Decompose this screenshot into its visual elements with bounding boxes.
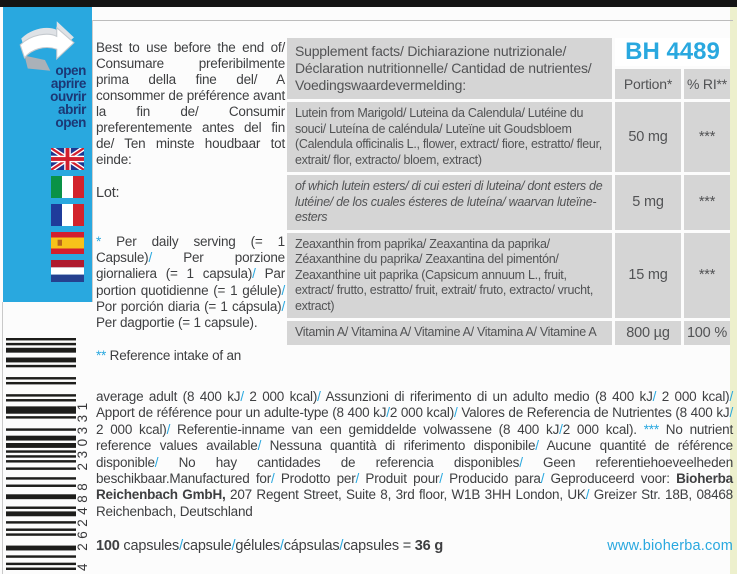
open-words [50, 64, 86, 129]
diecut-line-left [2, 302, 3, 574]
ri-value: 100 % [684, 321, 730, 345]
pack-line [96, 538, 733, 554]
column-header-portion: Portion* [615, 69, 681, 99]
barcode-number: 4 262488 230331 [75, 398, 90, 571]
diecut-line-horizontal [92, 20, 733, 21]
portion-value: 800 µg [615, 321, 681, 345]
open-word: aprire [50, 76, 86, 91]
per-serving-text: * Per daily serving (= 1 Capsule)/ Per porzione giornaliera (= 1 capsula)/ Par portion quotidienne (= 1 gélule)/ Por porción diaria (= 1 cápsula)/ Per dagportie (= 1 capsule). [96, 234, 285, 331]
supplement-row [287, 321, 730, 345]
portion-value: 5 mg [615, 175, 681, 230]
website-text: www.bioherba.com [607, 538, 733, 554]
ri-value: *** [684, 233, 730, 319]
table-title: Supplement facts/ Dichiarazione nutrizionale/ Déclaration nutritionnelle/ Cantidad de nutrientes/ Voedingswaardevermelding: [287, 38, 612, 99]
open-word: abrir [57, 102, 86, 117]
table-header [287, 38, 730, 99]
footnotes-text: average adult (8 400 kJ/ 2 000 kcal)/ Assunzioni di riferimento di un adulto medio (8 400 kJ/ 2 000 kcal)/ Apport de référence pour un adulte-type (8 400 kJ/2 000 kcal)/ Valores de Referencia de Nutrientes (8 400 kJ/ 2 000 kcal)/ Referentie-inname van een gemiddelde volwassene (8 400 kJ/2 000 kcal). *** No nutrient reference values available/ Nessuna quantità di riferimento disponibile/ Aucune quantité de référence disponible/ No hay cantidades de referencia disponibles/ Geen referentiehoeveelheden beschikbaar.Manufactured for/ Prodotto per/ Produit pour/ Producido para/ Geproduceerd voor: Bioherba Reichenbach GmbH, 207 Regent Street, Suite 8, 3rd floor, W1B 3HH London, UK/ Greizer Str. 18B, 08468 Reichenbach, Deutschland [96, 389, 734, 519]
supplement-row [287, 233, 730, 319]
nutrient-name: Lutein from Marigold/ Luteina da Calendula/ Lutéine du souci/ Luteína de caléndula/ Luteïne uit Goudsbloem (Calendula officinalis L., flower, extract/ fiore, estratto/ fleur, extrait/ flor, extracto/ bloem, extract) [287, 102, 612, 172]
nutrient-name: Zeaxanthin from paprika/ Zeaxantina da paprika/ Zéaxanthine du paprika/ Zeaxantina del pimentón/ Zeaxanthine uit paprika (Capsicum annuum L., fruit, extract/ frutto, estratto/ fruit, extrait/ fruto, extracto/ vrucht, extract) [287, 233, 612, 319]
table-header-right [615, 38, 730, 99]
top-edge-bar [0, 0, 737, 7]
column-header-ri: % RI** [684, 69, 730, 99]
open-instructions-sidebar [3, 7, 92, 302]
open-word: ouvrir [50, 89, 86, 104]
supplement-row [287, 102, 730, 172]
barcode-icon [6, 338, 76, 570]
supplement-row [287, 175, 730, 230]
open-word: open [55, 63, 86, 78]
flag-spain-icon [51, 232, 84, 254]
supplement-facts-table [287, 38, 730, 345]
table-rows [287, 102, 730, 345]
portion-value: 50 mg [615, 102, 681, 172]
best-before-text: Best to use before the end of/ Consumare preferibilmente prima della fine del/ A consommer de préférence avant la fin de/ Consumir preferentemente antes del fin de/ Ten minste houdbaar tot einde: [96, 40, 285, 167]
language-flags [51, 148, 84, 282]
nutrient-name: Vitamin A/ Vitamina A/ Vitamine A/ Vitamina A/ Vitamine A [287, 321, 612, 345]
ri-value: *** [684, 102, 730, 172]
lot-label: Lot: [96, 185, 120, 201]
product-code: BH 4489 [615, 38, 730, 66]
open-word: open [55, 115, 86, 130]
portion-value: 15 mg [615, 233, 681, 319]
nutrient-name: of which lutein esters/ di cui esteri di luteina/ dont esters de lutéine/ de los cuales ésteres de luteína/ waarvan luteïne-esters [287, 175, 612, 230]
date-lot-column [96, 40, 285, 363]
flag-france-icon [51, 204, 84, 226]
reference-intake-intro: ** Reference intake of an [96, 348, 242, 364]
flag-italy-icon [51, 176, 84, 198]
pack-quantity: 100 capsules/capsule/gélules/cápsulas/capsules = 36 g [96, 538, 444, 554]
ri-value: *** [684, 175, 730, 230]
flag-united-kingdom-icon [51, 148, 84, 170]
diecut-line-vertical [92, 20, 93, 302]
flag-netherlands-icon [51, 260, 84, 282]
